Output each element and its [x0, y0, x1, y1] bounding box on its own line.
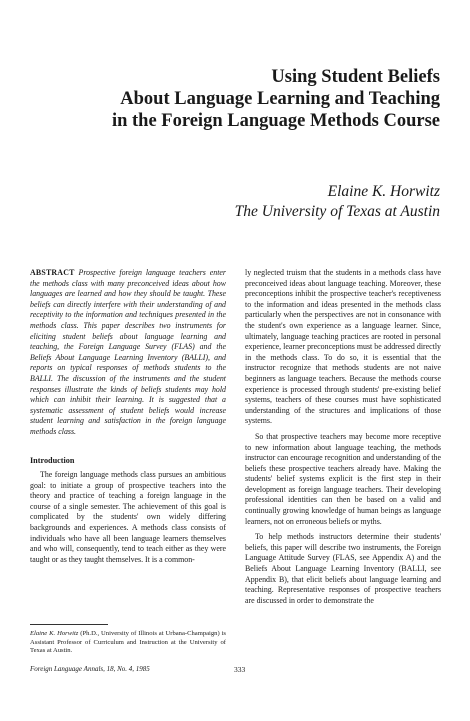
body-paragraph-3: To help methods instructors determine their students' beliefs, this paper will describe two instruments, the Foreign Language Attitude Survey (FLAS, see Appendix A) and the Beliefs About Language Learning Inventory (BALLI, see Appendix B), that elicit beliefs about language learning and teaching. Representative responses of prospective teachers are discussed in order to demonstrate the: [245, 532, 441, 605]
footnote-rule: [30, 624, 108, 625]
introduction-paragraph: The foreign language methods class pursues an ambitious goal: to initiate a group of prospective teachers into the theory and practice of teaching a foreign language in the course of a single semester. The achievement of this goal is complicated by the students' own widely differing backgrounds and experiences. A methods class consists of individuals who have all been language learners themselves and who will, consequently, tend to teach either as they were taught or as they taught themselves. It is a common-: [30, 470, 226, 564]
section-heading-introduction: Introduction: [30, 455, 75, 465]
title-line-3: in the Foreign Language Methods Course: [111, 111, 440, 131]
abstract-text: Prospective foreign language teachers enter the methods class with many preconceived ideas about how languages are learned and how they should be taught. These beliefs can directly interfere with their understanding of and receptivity to the information and techniques presented in the methods class. This paper describes two instruments for eliciting student beliefs about language learning and teaching, the Foreign Language Survey (FLAS) and the Beliefs About Language Learning Inventory (BALLI), and reports on typical responses of methods students to the BALLI. The discussion of the instruments and the student responses illustrate the kinds of beliefs students may hold which can inhibit their learning. It is suggested that a systematic assessment of student beliefs would increase student learning and satisfaction in the foreign language methods class.: [30, 268, 226, 436]
left-column: [30, 268, 226, 565]
abstract-label: ABSTRACT: [30, 268, 75, 277]
author-affiliation: The University of Texas at Austin: [234, 203, 440, 220]
title-line-2: About Language Learning and Teaching: [120, 89, 440, 109]
article-title: [10, 66, 440, 132]
footnote-text: (Ph.D., University of Illinois at Urbana-Champaign) is Assistant Professor of Curriculum and Instruction at the University of Texas at Austin.: [30, 630, 226, 655]
page-number: 333: [234, 665, 246, 674]
body-paragraph-2: So that prospective teachers may become more receptive to new information about language teaching, the methods instructor can encourage recognition and understanding of the beliefs these prospective teachers already have. Making the students' belief systems explicit is the first step in their development as foreign language teachers. Their developing professional identities can then be based on a valid and continually growing knowledge of human beings as language learners, not on erroneous beliefs or myths.: [245, 431, 441, 526]
author-footnote: [30, 630, 226, 656]
abstract: [30, 268, 226, 438]
author-name: Elaine K. Horwitz: [327, 183, 440, 200]
author-block: [20, 182, 440, 222]
journal-citation: Foreign Language Annals, 18, No. 4, 1985: [30, 665, 150, 673]
title-line-1: Using Student Beliefs: [271, 67, 440, 87]
body-paragraph-1: ly neglected truism that the students in a methods class have preconceived ideas about language teaching. Moreover, these preconceptions inhibit the prospective teacher's receptiveness to the information and ideas presented in the methods class particularly when the perspectives are not in consonance with the student's own experience as a language learner. Since, ultimately, language teaching practices are rooted in personal experience, learner preconceptions must be addressed directly in the methods class. To do so, it is essential that the instructor recognize that methods students are not naive beginners as language teachers. Because the methods course experience is processed through students' pre-existing belief systems, teachers of these courses must have sophisticated understanding of the structures and implications of those systems.: [245, 268, 441, 426]
footnote-author-name: Elaine K. Horwitz: [30, 630, 79, 637]
right-column: [245, 268, 441, 611]
